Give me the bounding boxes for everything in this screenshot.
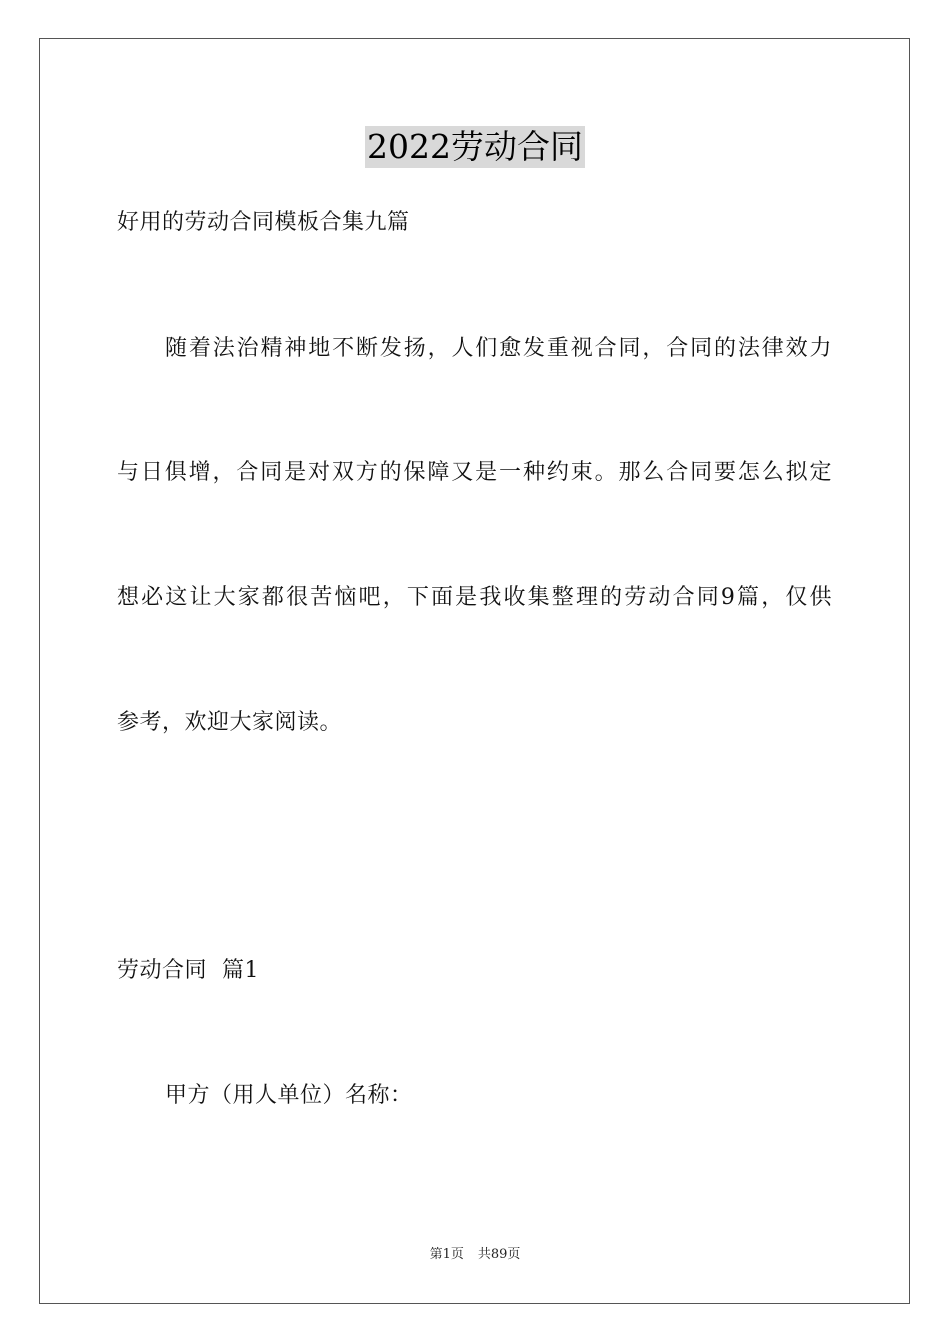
page-footer	[0, 1246, 950, 1264]
intro-line-2: 与日俱增，合同是对双方的保障又是一种约束。那么合同要怎么拟定	[117, 460, 832, 485]
total-pages: 共89页	[477, 1247, 521, 1262]
document-title: 2022劳动合同	[367, 127, 583, 166]
intro-line-3: 想必这让大家都很苦恼吧，下面是我收集整理的劳动合同9篇，仅供	[117, 585, 832, 610]
section-heading: 劳动合同 篇1	[117, 958, 259, 983]
party-a-label: 甲方（用人单位）名称：	[165, 1083, 413, 1108]
document-subtitle: 好用的劳动合同模板合集九篇	[117, 210, 410, 235]
intro-line-1: 随着法治精神地不断发扬，人们愈发重视合同，合同的法律效力	[165, 336, 832, 361]
title-container	[0, 126, 950, 168]
page-number: 第1页	[429, 1247, 464, 1262]
intro-line-4: 参考，欢迎大家阅读。	[117, 710, 343, 735]
